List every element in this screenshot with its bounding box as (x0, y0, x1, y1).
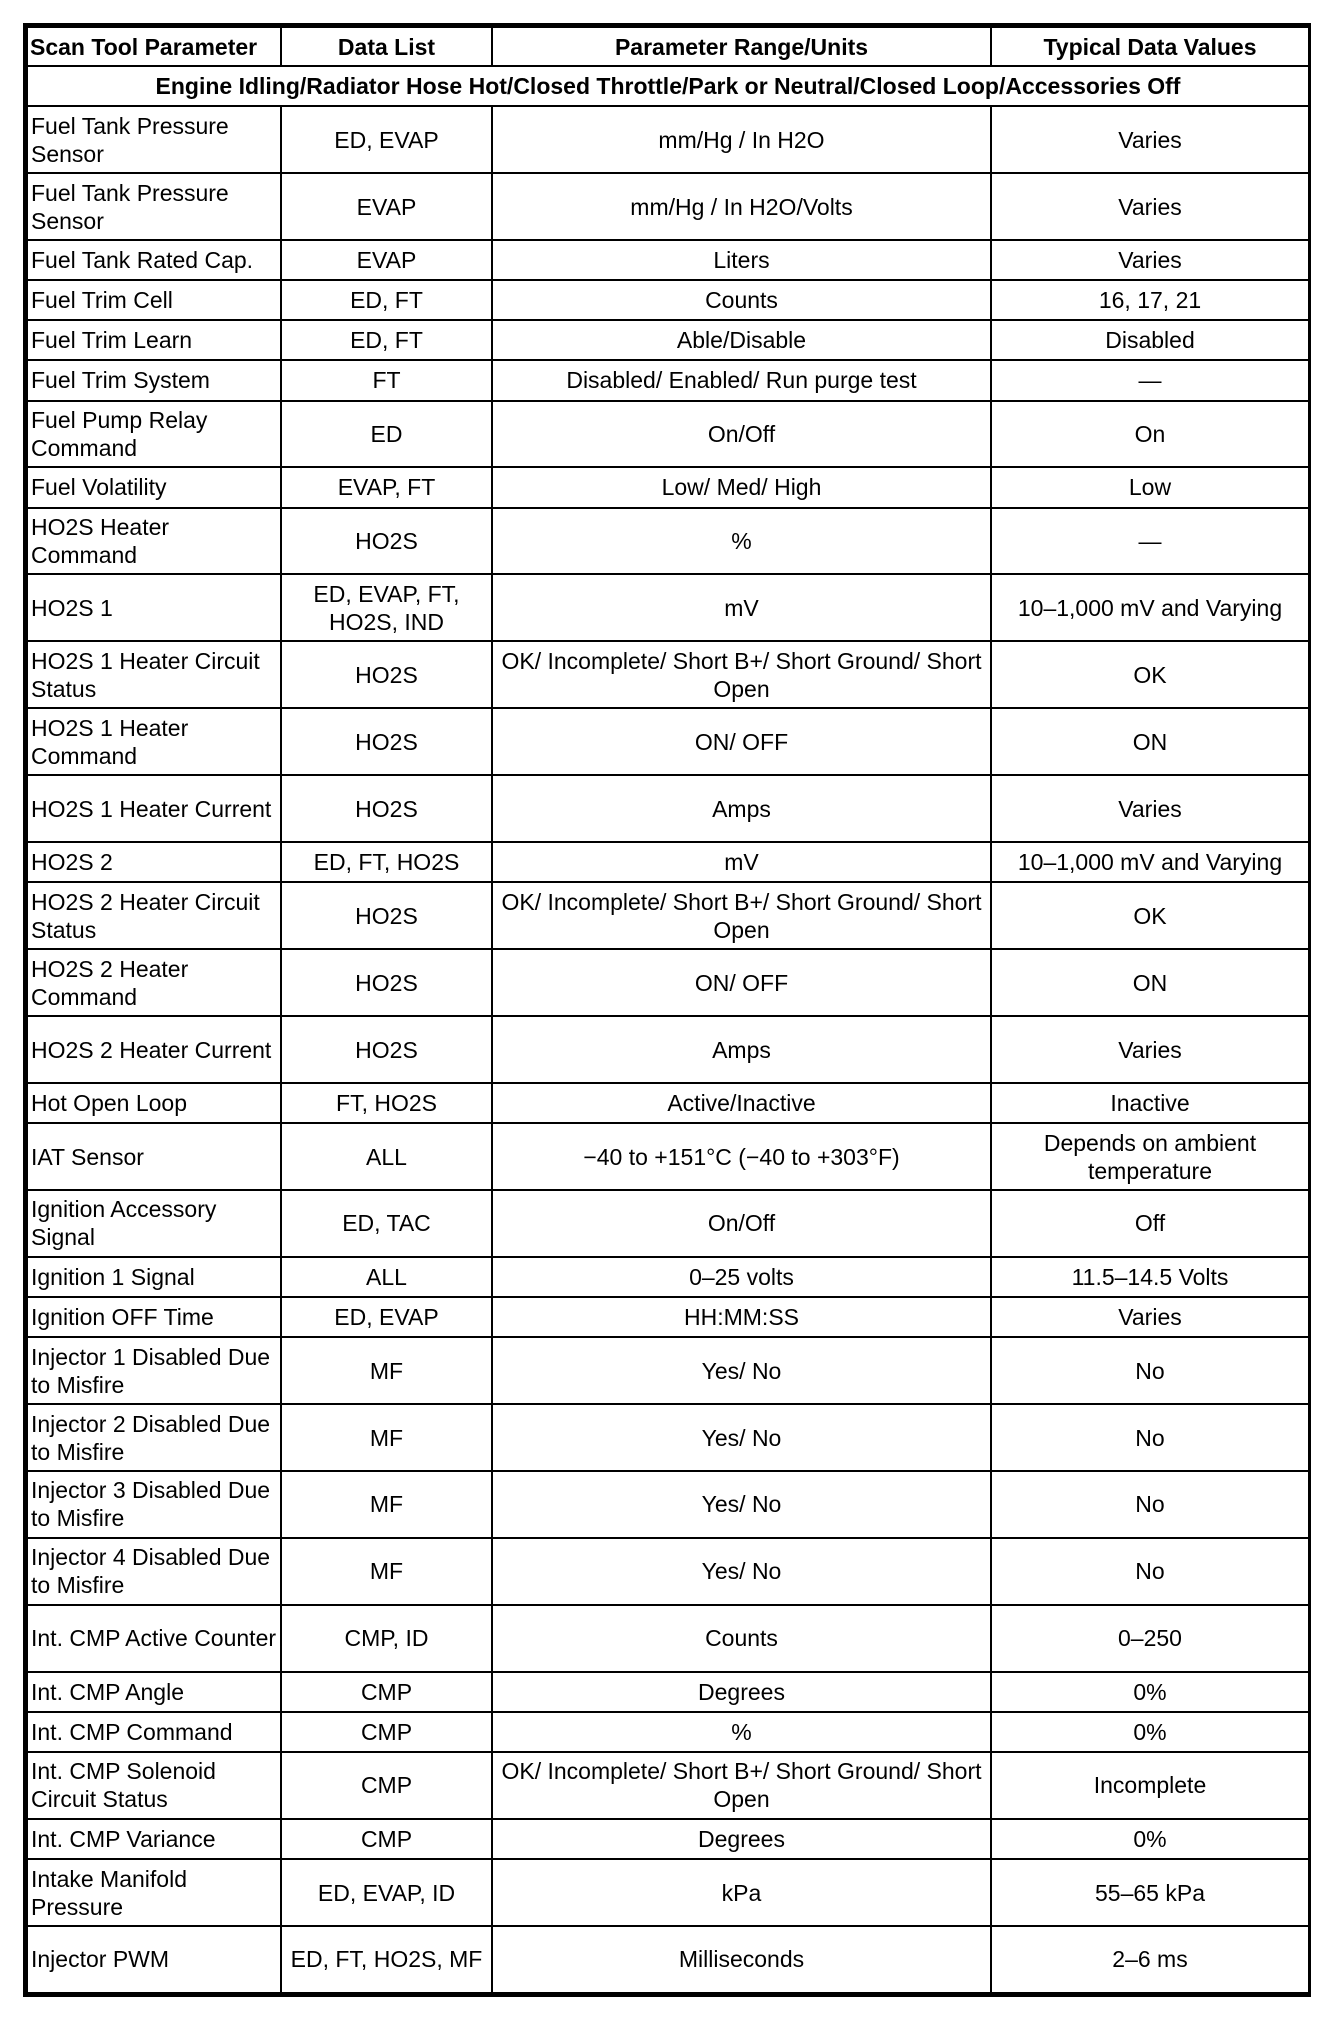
table-row (27, 508, 1309, 575)
range-cell: Degrees (492, 1672, 991, 1712)
table-row (27, 1083, 1309, 1123)
parameter-cell: HO2S 2 Heater Command (27, 949, 281, 1016)
typical-value-cell: 0% (991, 1712, 1309, 1752)
header-parameter-range-units: Parameter Range/Units (492, 27, 991, 66)
parameter-cell: Int. CMP Angle (27, 1672, 281, 1712)
range-cell: Yes/ No (492, 1471, 991, 1538)
parameter-cell: Fuel Tank Pressure Sensor (27, 173, 281, 240)
table-row (27, 1016, 1309, 1083)
parameter-cell: Hot Open Loop (27, 1083, 281, 1123)
data-list-cell: CMP (281, 1752, 492, 1819)
data-list-cell: ED, FT, HO2S (281, 842, 492, 882)
parameter-cell: HO2S Heater Command (27, 508, 281, 575)
data-list-cell: ED, EVAP, ID (281, 1859, 492, 1926)
table-row (27, 1672, 1309, 1712)
data-list-cell: ED, FT (281, 320, 492, 360)
table-header-row (27, 27, 1309, 66)
typical-value-cell: 0–250 (991, 1605, 1309, 1672)
data-list-cell: ALL (281, 1123, 492, 1190)
header-data-list: Data List (281, 27, 492, 66)
range-cell: Yes/ No (492, 1404, 991, 1471)
data-list-cell: ED (281, 401, 492, 468)
table-row (27, 1404, 1309, 1471)
range-cell: Disabled/ Enabled/ Run purge test (492, 360, 991, 400)
table-row (27, 173, 1309, 240)
parameter-cell: Ignition 1 Signal (27, 1257, 281, 1297)
range-cell: Counts (492, 1605, 991, 1672)
parameter-cell: Injector PWM (27, 1926, 281, 1993)
parameter-cell: HO2S 1 Heater Current (27, 775, 281, 842)
range-cell: OK/ Incomplete/ Short B+/ Short Ground/ Short Open (492, 1752, 991, 1819)
range-cell: −40 to +151°C (−40 to +303°F) (492, 1123, 991, 1190)
condition-row (27, 66, 1309, 106)
range-cell: Yes/ No (492, 1337, 991, 1404)
typical-value-cell: OK (991, 882, 1309, 949)
typical-value-cell: 55–65 kPa (991, 1859, 1309, 1926)
table-row (27, 360, 1309, 400)
table-row (27, 1337, 1309, 1404)
range-cell: Amps (492, 1016, 991, 1083)
parameter-cell: Fuel Volatility (27, 467, 281, 507)
table-row (27, 574, 1309, 641)
data-list-cell: EVAP (281, 173, 492, 240)
table-row (27, 1926, 1309, 1993)
data-list-cell: HO2S (281, 1016, 492, 1083)
range-cell: mV (492, 842, 991, 882)
parameter-cell: Int. CMP Variance (27, 1819, 281, 1859)
typical-value-cell: ON (991, 949, 1309, 1016)
table-row (27, 1297, 1309, 1337)
typical-value-cell: Off (991, 1190, 1309, 1257)
typical-value-cell: Depends on ambient temperature (991, 1123, 1309, 1190)
table-row (27, 240, 1309, 280)
typical-value-cell: 0% (991, 1819, 1309, 1859)
range-cell: Low/ Med/ High (492, 467, 991, 507)
typical-value-cell: Varies (991, 106, 1309, 173)
range-cell: mm/Hg / In H2O (492, 106, 991, 173)
table-row (27, 1538, 1309, 1605)
data-list-cell: CMP, ID (281, 1605, 492, 1672)
data-list-cell: HO2S (281, 775, 492, 842)
data-list-cell: EVAP (281, 240, 492, 280)
typical-value-cell: 2–6 ms (991, 1926, 1309, 1993)
parameter-cell: Int. CMP Command (27, 1712, 281, 1752)
table-row (27, 641, 1309, 708)
header-typical-data-values: Typical Data Values (991, 27, 1309, 66)
table-row (27, 320, 1309, 360)
typical-value-cell: Varies (991, 240, 1309, 280)
scan-tool-data-table (26, 26, 1310, 1994)
parameter-cell: HO2S 2 (27, 842, 281, 882)
range-cell: Active/Inactive (492, 1083, 991, 1123)
typical-value-cell: No (991, 1471, 1309, 1538)
data-list-cell: EVAP, FT (281, 467, 492, 507)
range-cell: % (492, 1712, 991, 1752)
table-row (27, 467, 1309, 507)
table-row (27, 1712, 1309, 1752)
range-cell: On/Off (492, 1190, 991, 1257)
table-row (27, 280, 1309, 320)
typical-value-cell: 10–1,000 mV and Varying (991, 574, 1309, 641)
data-list-cell: HO2S (281, 949, 492, 1016)
parameter-cell: HO2S 2 Heater Current (27, 1016, 281, 1083)
typical-value-cell: 16, 17, 21 (991, 280, 1309, 320)
range-cell: OK/ Incomplete/ Short B+/ Short Ground/ Short Open (492, 641, 991, 708)
typical-value-cell: Inactive (991, 1083, 1309, 1123)
data-list-cell: CMP (281, 1819, 492, 1859)
range-cell: mV (492, 574, 991, 641)
parameter-cell: Ignition Accessory Signal (27, 1190, 281, 1257)
parameter-cell: Int. CMP Solenoid Circuit Status (27, 1752, 281, 1819)
typical-value-cell: OK (991, 641, 1309, 708)
table-row (27, 401, 1309, 468)
table-row (27, 1123, 1309, 1190)
parameter-cell: Fuel Trim Learn (27, 320, 281, 360)
parameter-cell: Injector 4 Disabled Due to Misfire (27, 1538, 281, 1605)
data-list-cell: ED, EVAP (281, 106, 492, 173)
typical-value-cell: Varies (991, 1016, 1309, 1083)
table-row (27, 775, 1309, 842)
data-list-cell: MF (281, 1337, 492, 1404)
table-row (27, 1605, 1309, 1672)
parameter-cell: HO2S 1 Heater Circuit Status (27, 641, 281, 708)
data-list-cell: MF (281, 1538, 492, 1605)
parameter-cell: Fuel Trim Cell (27, 280, 281, 320)
parameter-cell: Injector 2 Disabled Due to Misfire (27, 1404, 281, 1471)
data-list-cell: HO2S (281, 641, 492, 708)
test-condition: Engine Idling/Radiator Hose Hot/Closed Throttle/Park or Neutral/Closed Loop/Accessories Off (27, 66, 1309, 106)
parameter-cell: Int. CMP Active Counter (27, 1605, 281, 1672)
table-row (27, 1471, 1309, 1538)
data-list-cell: ED, TAC (281, 1190, 492, 1257)
parameter-cell: IAT Sensor (27, 1123, 281, 1190)
table-row (27, 882, 1309, 949)
typical-value-cell: Varies (991, 1297, 1309, 1337)
parameter-cell: HO2S 1 Heater Command (27, 708, 281, 775)
range-cell: Degrees (492, 1819, 991, 1859)
typical-value-cell: No (991, 1337, 1309, 1404)
range-cell: Counts (492, 280, 991, 320)
range-cell: Liters (492, 240, 991, 280)
range-cell: ON/ OFF (492, 949, 991, 1016)
range-cell: kPa (492, 1859, 991, 1926)
range-cell: Amps (492, 775, 991, 842)
typical-value-cell: Varies (991, 775, 1309, 842)
range-cell: % (492, 508, 991, 575)
typical-value-cell: 11.5–14.5 Volts (991, 1257, 1309, 1297)
table-row (27, 1752, 1309, 1819)
data-list-cell: HO2S (281, 882, 492, 949)
typical-value-cell: On (991, 401, 1309, 468)
typical-value-cell: No (991, 1538, 1309, 1605)
range-cell: ON/ OFF (492, 708, 991, 775)
data-list-cell: MF (281, 1404, 492, 1471)
typical-value-cell: Low (991, 467, 1309, 507)
typical-value-cell: Disabled (991, 320, 1309, 360)
table-row (27, 1859, 1309, 1926)
data-list-cell: HO2S (281, 508, 492, 575)
typical-value-cell: — (991, 360, 1309, 400)
range-cell: Able/Disable (492, 320, 991, 360)
table-row (27, 949, 1309, 1016)
data-list-cell: CMP (281, 1672, 492, 1712)
range-cell: mm/Hg / In H2O/Volts (492, 173, 991, 240)
table-row (27, 708, 1309, 775)
data-list-cell: ED, EVAP, FT, HO2S, IND (281, 574, 492, 641)
data-list-cell: MF (281, 1471, 492, 1538)
range-cell: Yes/ No (492, 1538, 991, 1605)
data-list-cell: HO2S (281, 708, 492, 775)
parameter-cell: Intake Manifold Pressure (27, 1859, 281, 1926)
data-list-cell: ALL (281, 1257, 492, 1297)
range-cell: HH:MM:SS (492, 1297, 991, 1337)
data-list-cell: FT (281, 360, 492, 400)
parameter-cell: Fuel Pump Relay Command (27, 401, 281, 468)
parameter-cell: HO2S 1 (27, 574, 281, 641)
data-list-cell: FT, HO2S (281, 1083, 492, 1123)
parameter-cell: Fuel Tank Pressure Sensor (27, 106, 281, 173)
range-cell: 0–25 volts (492, 1257, 991, 1297)
data-list-cell: CMP (281, 1712, 492, 1752)
range-cell: Milliseconds (492, 1926, 991, 1993)
table-row (27, 1257, 1309, 1297)
typical-value-cell: Incomplete (991, 1752, 1309, 1819)
data-list-cell: ED, EVAP (281, 1297, 492, 1337)
table-row (27, 1819, 1309, 1859)
parameter-cell: Fuel Tank Rated Cap. (27, 240, 281, 280)
scan-tool-data-sheet (23, 23, 1311, 1997)
typical-value-cell: No (991, 1404, 1309, 1471)
data-list-cell: ED, FT, HO2S, MF (281, 1926, 492, 1993)
typical-value-cell: 10–1,000 mV and Varying (991, 842, 1309, 882)
parameter-cell: Fuel Trim System (27, 360, 281, 400)
table-row (27, 106, 1309, 173)
parameter-cell: Ignition OFF Time (27, 1297, 281, 1337)
range-cell: OK/ Incomplete/ Short B+/ Short Ground/ Short Open (492, 882, 991, 949)
parameter-cell: Injector 3 Disabled Due to Misfire (27, 1471, 281, 1538)
table-row (27, 842, 1309, 882)
header-scan-tool-parameter: Scan Tool Parameter (27, 27, 281, 66)
parameter-cell: Injector 1 Disabled Due to Misfire (27, 1337, 281, 1404)
range-cell: On/Off (492, 401, 991, 468)
typical-value-cell: ON (991, 708, 1309, 775)
data-list-cell: ED, FT (281, 280, 492, 320)
table-row (27, 1190, 1309, 1257)
typical-value-cell: — (991, 508, 1309, 575)
typical-value-cell: 0% (991, 1672, 1309, 1712)
typical-value-cell: Varies (991, 173, 1309, 240)
parameter-cell: HO2S 2 Heater Circuit Status (27, 882, 281, 949)
